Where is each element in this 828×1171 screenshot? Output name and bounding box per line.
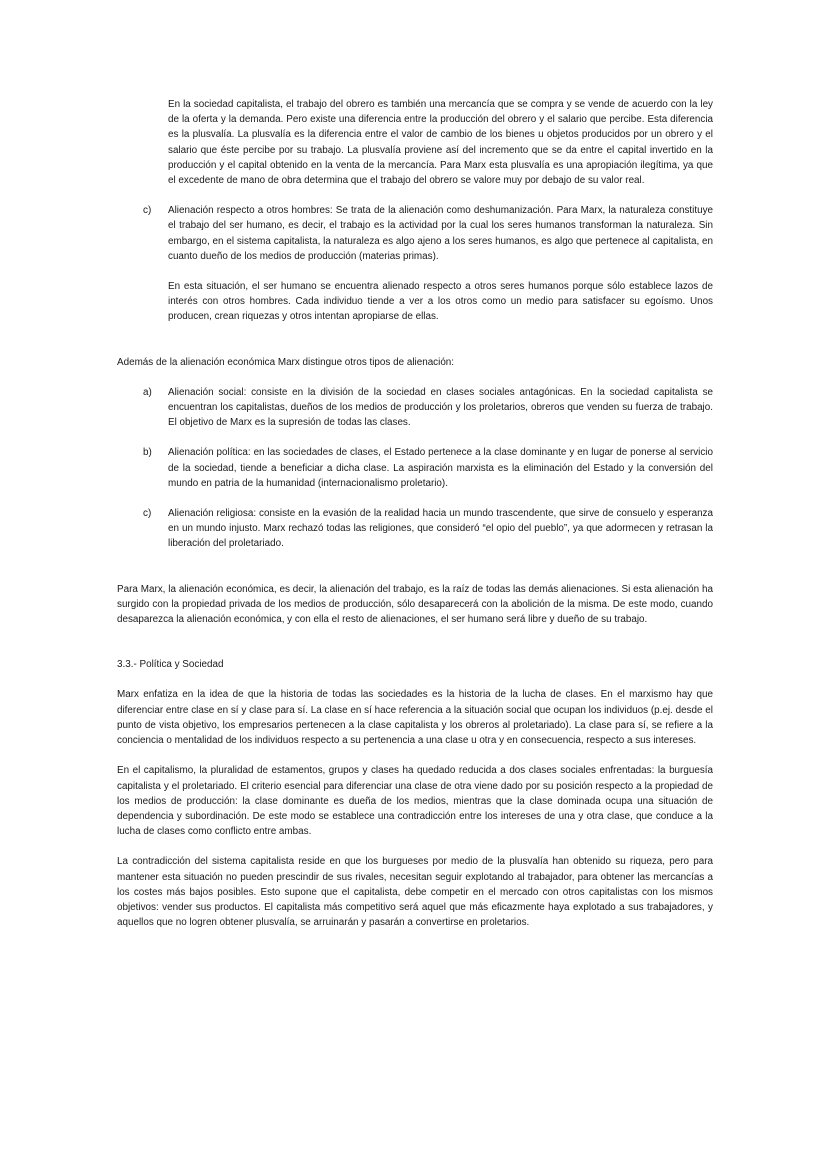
plusvalia-paragraph: En la sociedad capitalista, el trabajo del obrero es también una mercancía que se compra y se vende de acuerdo con la ley de la oferta y la demanda. Pero existe una diferencia entre la producción del obrero y el salario que percibe. Esta diferencia es la plusvalía. La plusvalía es la diferencia entre el valor de cambio de los bienes u objetos producidos por un obrero y el salario que éste percibe por su trabajo. La plusvalía proviene así del incremento que se da entre el capital invertido en la producción y el capital obtenido en la venta de la mercancía. Para Marx esta plusvalía es una apropiación ilegítima, ya que el excedente de mano de obra determina que el trabajo del obrero se valore muy por debajo de su valor real. bbox=[168, 99, 713, 187]
list-item-alienation-others bbox=[117, 203, 713, 264]
list-item-social-alienation bbox=[117, 385, 713, 431]
alienation-conclusion: Para Marx, la alienación económica, es decir, la alienación del trabajo, es la raíz de todas las demás alienaciones. Si esta alienación ha surgido con la propiedad privada de los medios de producción, sólo desaparecerá con la abolición de la misma. De este modo, cuando desaparezca la alienación económica, y con ella el resto de alienaciones, el ser humano será libre y dueño de su trabajo. bbox=[117, 583, 713, 626]
list-item-text: Alienación política: en las sociedades de clases, el Estado pertenece a la clase dominante y en lugar de ponerse al servicio de la sociedad, tiende a beneficiar a dicha clase. La aspiración marxista es la eliminación del Estado y la conversión del mundo en patria de la humanidad (internacionalismo proletario). bbox=[168, 447, 713, 489]
other-alienations-intro: Además de la alienación económica Marx distingue otros tipos de alienación: bbox=[117, 356, 455, 368]
list-item-religious-alienation bbox=[117, 506, 713, 552]
section-heading: 3.3.- Política y Sociedad bbox=[117, 659, 224, 671]
list-item-text: Alienación respecto a otros hombres: Se trata de la alienación como deshumanización. Para Marx, la naturaleza constituye el trabajo del ser humano, es decir, el trabajo es la actividad por la cual los seres humanos transforman la naturaleza. Sin embargo, en el sistema capitalista, la naturaleza es algo ajeno a los seres humanos, es algo que pertenece al capitalista, en cuanto dueño de los medios de producción (materias primas). bbox=[168, 205, 713, 262]
capitalism-classes-paragraph: En el capitalismo, la pluralidad de estamentos, grupos y clases ha quedado reducida a dos clases sociales enfrentadas: la burguesía capitalista y el proletariado. El criterio esencial para diferenciar una clase de otra viene dado por su posición respecto a la propiedad de los medios de producción: la clase dominante es dueña de los medios, mientras que la clase dominada ocupa una situación de dependencia y subordinación. De este modo se establece una contradicción entre los intereses de una y otra clase, que conduce a la lucha de clases como conflicto entre ambas. bbox=[117, 765, 713, 838]
list-marker: c) bbox=[143, 205, 152, 217]
list-item-political-alienation bbox=[117, 445, 713, 491]
list-item-text: Alienación religiosa: consiste en la evasión de la realidad hacia un mundo trascendente, que sirve de consuelo y esperanza en un mundo injusto. Marx rechazó todas las religiones, que consideró “el opio del pueblo”, ya que adormecen y retrasan la liberación del proletariado. bbox=[168, 508, 713, 550]
list-item-text: Alienación social: consiste en la división de la sociedad en clases sociales antagónicas. En la sociedad capitalista se encuentran los capitalistas, dueños de los medios de producción y los proletarios, obreros que venden su fuerza de trabajo. El objetivo de Marx es la supresión de todas las clases. bbox=[168, 386, 713, 429]
list-marker: c) bbox=[143, 508, 152, 520]
capitalist-contradiction-paragraph: La contradicción del sistema capitalista reside en que los burgueses por medio de la plusvalía han obtenido su riqueza, pero para mantener esta situación no pueden prescindir de sus rivales, necesitan seguir explotando al trabajador, para obtener las mercancías a los costes más bajos posibles. Esto supone que el capitalista, debe competir en el mercado con otros capitalistas con los mismos objetivos: vender sus productos. El capitalista más competitivo será aquel que más eficazmente haya explotado a sus trabajadores, y aquellos que no logren obtener plusvalía, se arruinarán y pasarán a convertirse en proletarios. bbox=[117, 856, 713, 929]
list-marker: b) bbox=[143, 447, 152, 459]
list-marker: a) bbox=[143, 386, 152, 398]
class-struggle-paragraph: Marx enfatiza en la idea de que la historia de todas las sociedades es la historia de la lucha de clases. En el marxismo hay que diferenciar entre clase en sí y clase para sí. La clase en sí hace referencia a la situación social que ocupan los individuos (p.ej. desde el punto de vista objetivo, los empresarios pertenecen a la clase capitalista y los obreros al proletariado). La clase para sí, se refiere a la conciencia o mentalidad de los individuos respecto a su pertenencia a una clase u otra y en consecuencia, respecto a sus intereses. bbox=[117, 689, 713, 747]
alienation-others-followup: En esta situación, el ser humano se encuentra alienado respecto a otros seres humanos porque sólo establece lazos de interés con otros hombres. Cada individuo tiende a ver a los otros como un medio para satisfacer su egoísmo. Unos producen, crean riquezas y otros intentan apropiarse de ellas. bbox=[168, 281, 713, 323]
